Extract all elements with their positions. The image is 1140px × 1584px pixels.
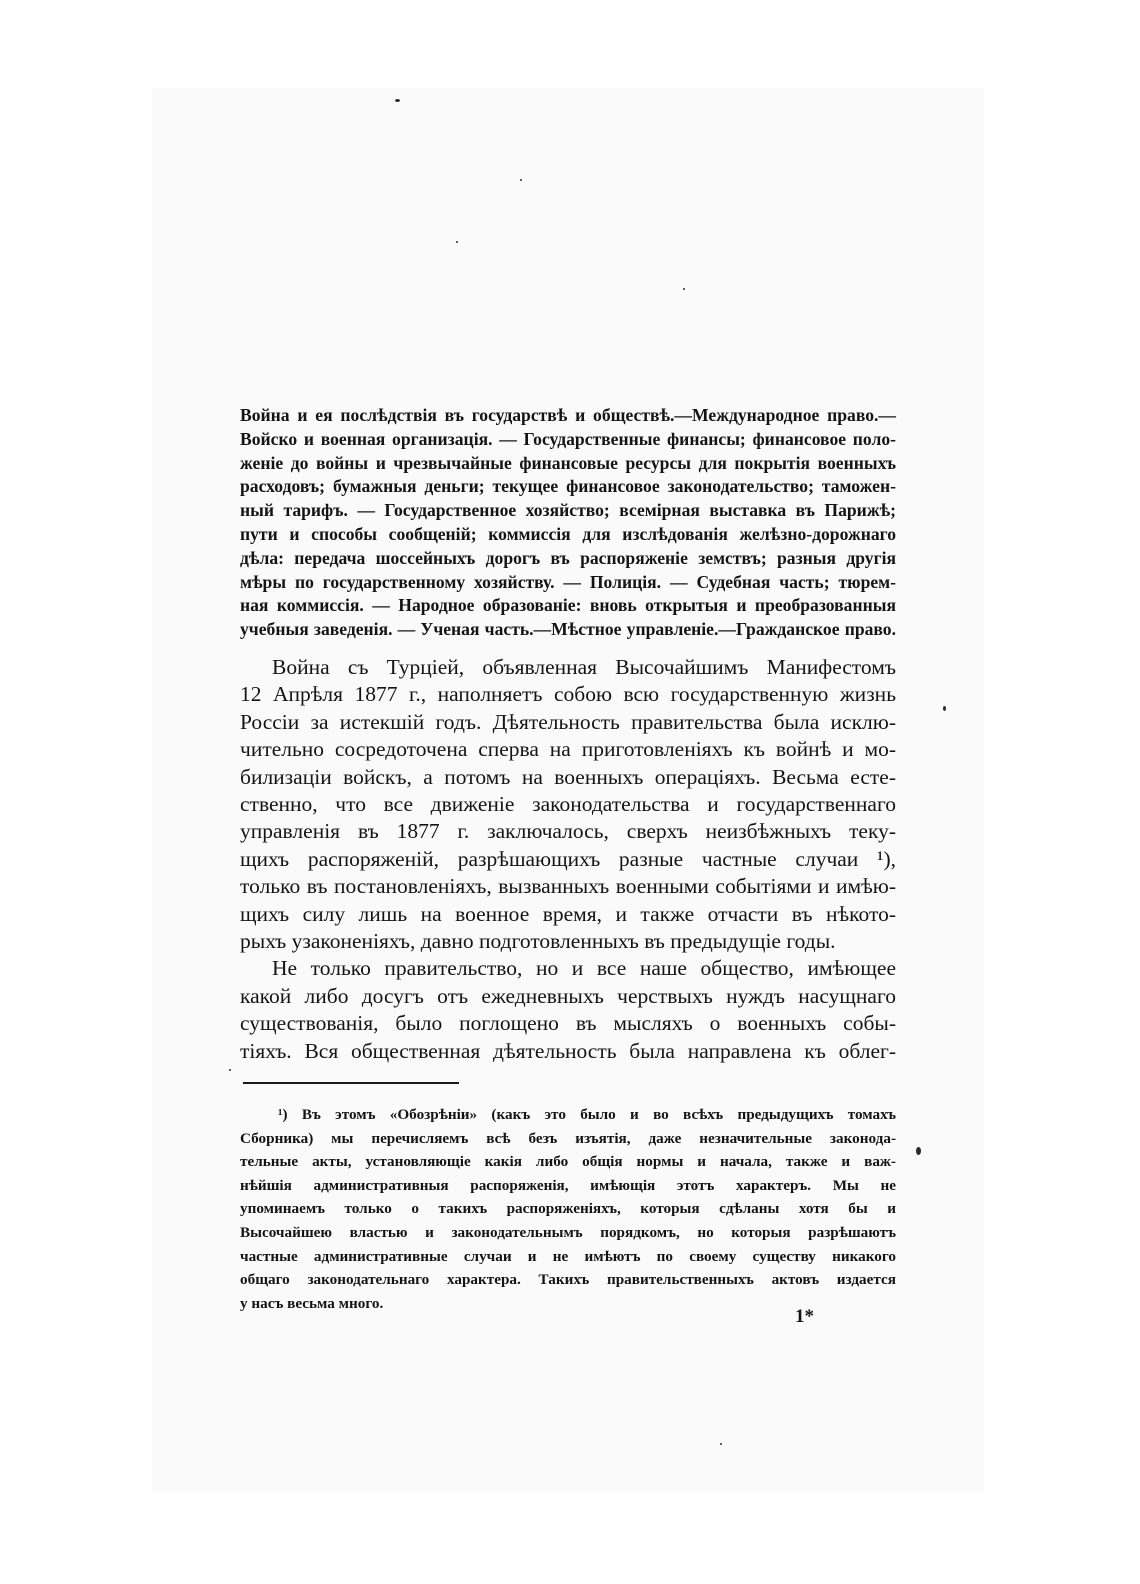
footnote-line: у насъ весьма много. (240, 1294, 384, 1312)
footnote-line: Сборника) мы перечисляемъ всѣ безъ изъятія, даже незначительные законода- (240, 1129, 896, 1147)
summary-line: дѣла: передача шоссейныхъ дорогъ въ распоряженіе земствъ; разныя другія (240, 547, 896, 568)
summary-line: учебныя заведенія. — Ученая часть.—Мѣстное управленіе.—Гражданское право. (240, 619, 896, 640)
footnote (240, 1103, 896, 1315)
summary-line: расходовъ; бумажныя деньги; текущее финансовое законодательство; таможен- (240, 476, 896, 497)
text-line: ственно, что все движеніе законодательства и государственнаго (240, 792, 896, 817)
text-line: существованія, было поглощено въ мысляхъ о военныхъ собы- (240, 1011, 896, 1036)
scan-speck (520, 179, 522, 181)
text-line: 12 Апрѣля 1877 г., наполняетъ собою всю государственную жизнь (240, 682, 896, 707)
scan-speck (683, 288, 685, 290)
scan-speck (916, 1147, 921, 1155)
text-line: только въ постановленіяхъ, вызванныхъ военными событіями и имѣю- (240, 874, 896, 899)
text-line: билизаціи войскъ, а потомъ на военныхъ операціяхъ. Весьма есте- (240, 764, 896, 789)
text-line: Не только правительство, но и все наше общество, имѣющее (272, 956, 896, 981)
text-line: щихъ распоряженій, разрѣшающихъ разные частные случаи ¹), (240, 846, 896, 871)
text-line: управленія въ 1877 г. заключалось, сверхъ неизбѣжныхъ теку- (240, 819, 896, 844)
summary-line: Война и ея послѣдствія въ государствѣ и обществѣ.—Международное право.— (240, 405, 896, 425)
text-line: чительно сосредоточена сперва на приготовленіяхъ къ войнѣ и мо- (240, 737, 896, 762)
scan-speck (720, 1443, 722, 1445)
text-line: рыхъ узаконеніяхъ, давно подготовленныхъ въ предыдущіе годы. (240, 929, 836, 954)
scan-speck (456, 241, 458, 243)
summary-line: пути и способы сообщеній; коммиссія для изслѣдованія желѣзно-дорожнаго (240, 523, 896, 544)
footnote-line: ¹) Въ этомъ «Обозрѣніи» (какъ это было и во всѣхъ предыдущихъ томахъ (278, 1106, 896, 1123)
main-text (240, 654, 896, 1065)
footnote-line: Высочайшею властью и законодательнымъ порядкомъ, но которыя разрѣшаютъ (240, 1223, 896, 1241)
text-line: Война съ Турціей, объявленная Высочайшимъ Манифестомъ (272, 655, 896, 679)
signature-mark: 1* (795, 1306, 814, 1327)
scan-speck (943, 706, 946, 711)
footnote-line: частные административные случаи и не имѣютъ по своему существу никакого (240, 1247, 896, 1265)
summary-line: женіе до войны и чрезвычайные финансовые ресурсы для покрытія военныхъ (240, 452, 896, 473)
footnote-line: общаго законодательнаго характера. Такихъ правительственныхъ актовъ издается (240, 1271, 896, 1289)
footnote-divider (243, 1082, 459, 1084)
footnote-line: тельные акты, установляющіе какія либо общія нормы и начала, также и важ- (240, 1153, 896, 1171)
text-line: Россіи за истекшій годъ. Дѣятельность правительства была исклю- (240, 709, 896, 734)
text-line: какой либо досугъ отъ ежедневныхъ черствыхъ нуждъ насущнаго (240, 983, 896, 1008)
paragraph-2 (240, 955, 896, 1065)
scan-speck (395, 99, 400, 102)
text-line: щихъ силу лишь на военное время, и также отчасти въ нѣкото- (240, 901, 896, 926)
summary-line: мѣры по государственному хозяйству. — Полиція. — Судебная часть; тюрем- (240, 571, 896, 592)
footnote-line: упоминаемъ только о такихъ распоряженіяхъ, которыя сдѣланы хотя бы и (240, 1200, 896, 1218)
summary-line: Войско и военная организація. — Государственные финансы; финансовое поло- (240, 428, 896, 449)
summary-line: ная коммиссія. — Народное образованіе: вновь открытыя и преобразованныя (240, 595, 896, 616)
chapter-summary (240, 404, 896, 642)
footnote-line: нѣйшія административныя распоряженія, имѣющія этотъ характеръ. Мы не (240, 1176, 896, 1194)
text-line: тіяхъ. Вся общественная дѣятельность была направлена къ облег- (240, 1038, 896, 1063)
summary-line: ный тарифъ. — Государственное хозяйство; всемірная выставка въ Парижѣ; (240, 500, 896, 521)
paragraph-1 (240, 654, 896, 955)
scan-speck (229, 1069, 231, 1071)
